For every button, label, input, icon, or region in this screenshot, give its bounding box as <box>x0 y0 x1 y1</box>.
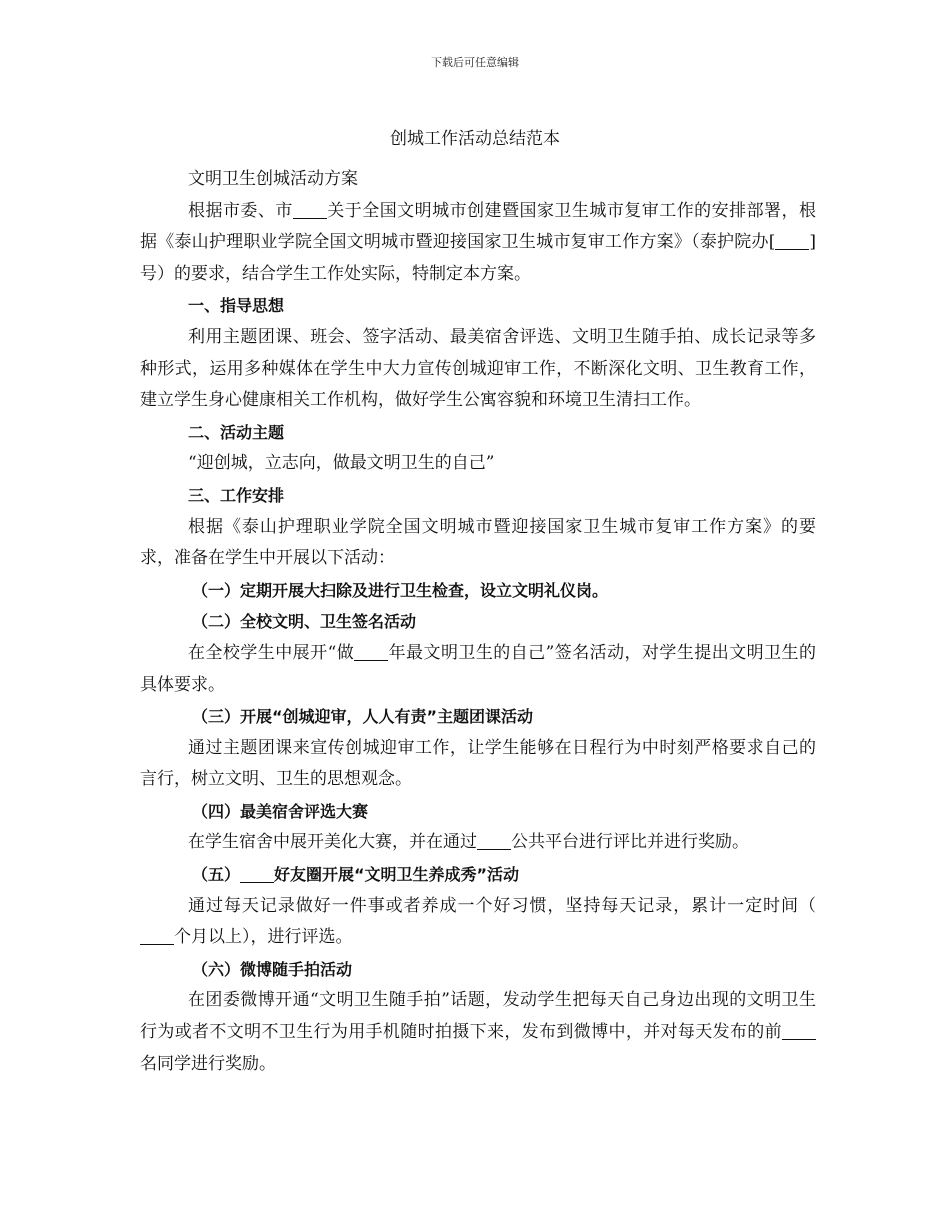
section-heading-work-arrangement: 三、工作安排 <box>188 485 285 505</box>
activity-body-dormitory: 在学生宿舍中展开美化大赛，并在通过 公共平台进行评比并进行奖励。 <box>188 832 749 853</box>
section-body-guiding-ideology: 利用主题团课、班会、签字活动、最美宿舍评选、文明卫生随手拍、成长记录等多种形式，运用多种媒体在学生中大力宣传创城迎审工作，不断深化文明、卫生教育工作，建立学生身心健康相关工作机构，做好学生公寓容貌和环境卫生清扫工作。 <box>140 326 816 411</box>
section-heading-activity-theme: 二、活动主题 <box>188 422 285 442</box>
activity-heading-dormitory: （四）最美宿舍评选大赛 <box>192 801 369 821</box>
activity-heading-league-class: （三）开展“创城迎审，人人有责”主题团课活动 <box>192 707 534 727</box>
header-note: 下载后可任意编辑 <box>431 56 519 69</box>
blank-line <box>477 832 511 850</box>
document-title: 创城工作活动总结范本 <box>390 129 560 149</box>
activity-body-signature: 在全校学生中展开“做 年最文明卫生的自己”签名活动，对学生提出文明卫生的具体要求。 <box>140 642 816 695</box>
activity-body-weibo: 在团委微博开通“文明卫生随手拍”话题，发动学生把每天自己身边出现的文明卫生行为或者不文明不卫生行为用手机随时拍摄下来，发布到微博中，并对每天发布的前名同学进行奖励。 <box>140 990 816 1074</box>
activity-body-habit-show: 通过每天记录做好一件事或者养成一个好习惯，坚持每天记录，累计一定时间（个月以上），进行评选。 <box>140 891 816 954</box>
blank-line <box>293 201 327 219</box>
document-body <box>140 164 816 1080</box>
blank-line <box>782 1022 816 1040</box>
section-heading-guiding-ideology: 一、指导思想 <box>188 296 285 316</box>
blank-line <box>775 232 809 250</box>
activity-body-league-class: 通过主题团课来宣传创城迎审工作，让学生能够在日程行为中时刻严格要求自己的言行，树立文明、卫生的思想观念。 <box>140 737 816 790</box>
activity-heading-cleaning: （一）定期开展大扫除及进行卫生检查，设立文明礼仪岗。 <box>192 580 609 600</box>
intro-paragraph: 根据市委、市 关于全国文明城市创建暨国家卫生城市复审工作的安排部署，根据《泰山护理职业学院全国文明城市暨迎接国家卫生城市复审工作方案》（泰护院办[ ]号）的要求，结合学生工作处实际，特制定本方案。 <box>140 200 817 284</box>
activity-heading-signature: （二）全校文明、卫生签名活动 <box>192 612 417 632</box>
plan-subtitle: 文明卫生创城活动方案 <box>188 169 358 189</box>
activity-heading-weibo: （六）微博随手拍活动 <box>192 959 353 979</box>
section-body-activity-theme: “迎创城，立志向，做最文明卫生的自己” <box>188 453 495 474</box>
activity-heading-habit-show: （五） 好友圈开展“文明卫生养成秀”活动 <box>192 865 520 885</box>
blank-line <box>354 643 388 661</box>
blank-line <box>240 866 274 883</box>
section-body-work-arrangement: 根据《泰山护理职业学院全国文明城市暨迎接国家卫生城市复审工作方案》的要求，准备在学生中开展以下活动： <box>140 516 816 569</box>
blank-line <box>140 927 174 945</box>
